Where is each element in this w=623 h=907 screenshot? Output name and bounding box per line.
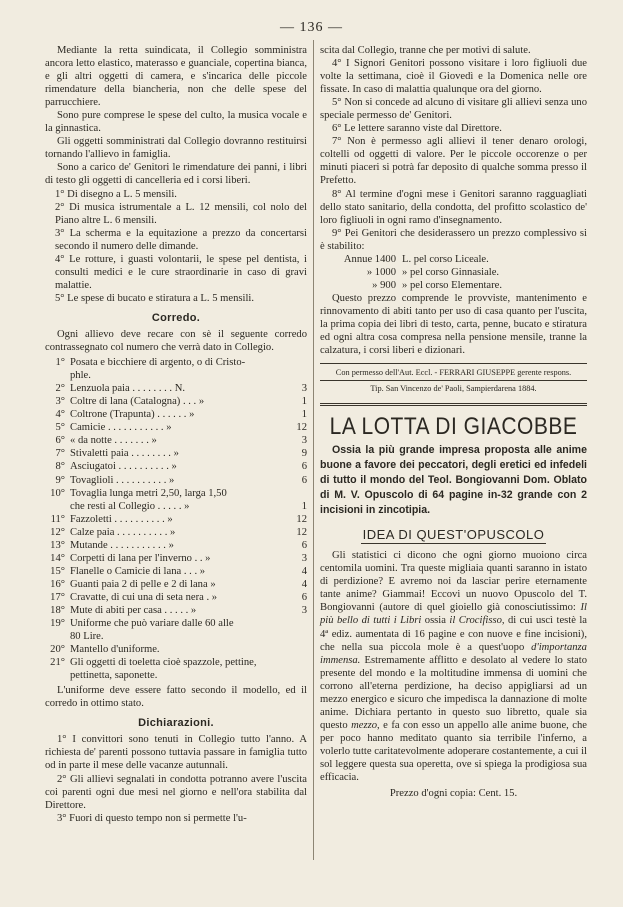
imprimatur: Con permesso dell'Aut. Eccl. - FERRARI GIUSEPPE gerente respons.	[335, 368, 572, 378]
corredo-number: 5°	[55, 422, 65, 434]
corredo-item	[45, 539, 307, 552]
corredo-number: 18°	[50, 604, 65, 616]
advert-title: LA LOTTA DI GIACOBBE	[329, 413, 578, 440]
dichiarazione-item: scita dal Collegio, tranne che per motivi di salute.	[320, 45, 531, 56]
corredo-item	[45, 434, 307, 447]
corredo-item	[45, 643, 307, 656]
corredo-text: Mantello d'uniforme.	[70, 644, 160, 656]
corredo-number: 3°	[55, 396, 65, 408]
corredo-item	[45, 356, 307, 369]
column-divider	[313, 40, 314, 860]
corredo-item	[45, 604, 307, 617]
corredo-qty: 1	[301, 409, 307, 421]
corredo-intro: Ogni allievo deve recare con sè il seguente corredo contrassegnato col numero che verrà dato in Collegio.	[45, 328, 307, 354]
corredo-text: che resti al Collegio . . . . . »	[70, 500, 190, 512]
page-number: — 136 —	[280, 20, 343, 35]
corredo-number: 8°	[55, 461, 65, 473]
corsi-item: 5° Le spese di bucato e stiratura a L. 5 mensili.	[55, 292, 254, 304]
dichiarazione-item: 4° I Signori Genitori possono visitare i loro figliuoli due volte la settimana, cioè il Giovedì e la Domenica nelle ore fissate. In caso di malattia qualunque ora del giorno.	[320, 58, 587, 96]
corredo-text: Fazzoletti . . . . . . . . . . »	[70, 513, 173, 525]
dichiarazioni-heading: Dichiarazioni.	[138, 717, 214, 730]
corredo-qty: 12	[296, 513, 307, 525]
corredo-text: Mutande . . . . . . . . . . . »	[70, 539, 174, 551]
corredo-qty: 4	[301, 565, 307, 577]
corredo-number: 19°	[50, 618, 65, 630]
corredo-item	[45, 487, 307, 500]
price-row: » 900 » pel corso Elementare.	[372, 279, 503, 291]
corredo-item	[45, 526, 307, 539]
corredo-text: Asciugatoi . . . . . . . . . . »	[70, 461, 177, 473]
corredo-item	[45, 565, 307, 578]
corsi-item: 3° La scherma e la equitazione a prezzo da concertarsi secondo il numero delle dimande.	[55, 227, 307, 252]
corredo-qty	[277, 369, 307, 382]
corredo-heading: Corredo.	[151, 311, 201, 324]
corredo-qty: 6	[301, 539, 307, 551]
corredo-qty: 12	[296, 422, 307, 434]
price-table	[320, 253, 587, 292]
corredo-text: Mute di abiti per casa . . . . . »	[70, 604, 197, 616]
corredo-qty: 6	[301, 461, 307, 473]
corredo-qty	[277, 643, 307, 656]
corredo-qty	[277, 669, 307, 682]
right-column	[320, 44, 587, 800]
corredo-item	[45, 669, 307, 682]
corredo-text: Posata e bicchiere di argento, o di Cristo-	[70, 357, 246, 369]
corredo-qty: 1	[301, 500, 307, 512]
corredo-list	[45, 356, 307, 682]
corredo-number: 17°	[50, 591, 65, 603]
corredo-item	[45, 591, 307, 604]
corredo-text: Coltrone (Trapunta) . . . . . . »	[70, 409, 195, 421]
corredo-text: Camicie . . . . . . . . . . . »	[70, 422, 172, 434]
corredo-qty: 3	[301, 552, 307, 564]
corredo-item	[45, 408, 307, 421]
corredo-item	[45, 474, 307, 487]
corsi-item: 1° Di disegno a L. 5 mensili.	[55, 188, 177, 200]
corredo-number: 14°	[50, 552, 65, 564]
corsi-item: 2° Di musica istrumentale a L. 12 mensili, col nolo del Piano altre L. 6 mensili.	[55, 201, 307, 226]
dichiarazione-item: 5° Non si concede ad alcuno di visitare gli allievi senza uno speciale permesso de' Genitori.	[320, 97, 587, 122]
corredo-item	[45, 500, 307, 513]
dichiarazione-item: 8° Al termine d'ogni mese i Genitori saranno ragguagliati dello stato sanitario, della condotta, del profitto scolastico de' loro figliuoli in ogni ramo d'insegnamento.	[320, 188, 587, 226]
corredo-note: L'uniforme deve essere fatto secondo il modello, ed il corredo in ottimo stato.	[45, 685, 307, 710]
copy-price: Prezzo d'ogni copia: Cent. 15.	[389, 788, 518, 800]
corredo-qty: 3	[301, 383, 307, 395]
corsi-item: 4° Le rotture, i guasti volontarii, le spese pel dentista, i consulti medici e le cure straordinarie in caso di gravi malattie.	[55, 253, 307, 291]
corredo-number: 1°	[55, 357, 65, 369]
corredo-number: 10°	[50, 487, 65, 499]
intro-paragraph: Sono pure comprese le spese del culto, la musica vocale e la ginnastica.	[45, 110, 307, 135]
divider-rule	[320, 380, 587, 381]
corredo-qty	[277, 617, 307, 630]
corredo-text: Uniforme che può variare dalle 60 alle	[70, 618, 234, 630]
corredo-text: Corpetti di lana per l'inverno . . »	[70, 552, 211, 564]
left-column	[45, 44, 307, 825]
corredo-qty: 3	[301, 435, 307, 447]
intro-paragraph: Gli oggetti somministrati dal Collegio dovranno restituirsi tornando l'allievo in famiglia.	[45, 136, 307, 161]
corredo-text: Stivaletti paia . . . . . . . . »	[70, 448, 179, 460]
dichiarazione-item: 9° Pei Genitori che desiderassero un prezzo complessivo si è stabilito:	[320, 227, 587, 252]
corredo-number: 12°	[50, 526, 65, 538]
corredo-text: Gli oggetti di toeletta cioè spazzole, pettine,	[70, 657, 257, 669]
dichiarazione-item: 6° Le lettere saranno viste dal Direttore.	[332, 123, 502, 135]
corredo-number: 21°	[50, 657, 65, 669]
corredo-text: Calze paia . . . . . . . . . . »	[70, 526, 176, 538]
corredo-text: pettinetta, saponette.	[70, 670, 158, 682]
corredo-number: 7°	[55, 448, 65, 460]
corredo-number: 13°	[50, 539, 65, 551]
price-note: Questo prezzo comprende le provviste, mantenimento e rinnovamento di abiti tanto per uso di casa quanto per l'uscita, la prima copia dei libri di testo, carta, penne, bucato e stiratura ed ogni altra cosa compresa nella pensione mensile, tranne la calzatura, i corsi liberi e dizionari.	[320, 292, 587, 357]
corredo-qty: 12	[296, 526, 307, 538]
corredo-text: Coltre di lana (Catalogna) . . . »	[70, 396, 205, 408]
intro-paragraph: Sono a carico de' Genitori le rimendature dei panni, i libri di testo gli oggetti di cancelleria ed i corsi liberi.	[45, 162, 307, 187]
corredo-text: 80 Lire.	[70, 631, 104, 643]
price-row: » 1000 » pel corso Ginnasiale.	[366, 266, 500, 278]
corredo-item	[45, 552, 307, 565]
corredo-qty: 3	[301, 604, 307, 616]
corredo-item	[45, 421, 307, 434]
corredo-item	[45, 447, 307, 460]
corredo-qty: 4	[301, 578, 307, 590]
corredo-item	[45, 513, 307, 526]
corredo-number: 15°	[50, 565, 65, 577]
corredo-qty	[277, 356, 307, 369]
corredo-text: Tovaglia lunga metri 2,50, larga 1,50	[70, 487, 227, 499]
idea-heading: IDEA DI QUEST'OPUSCOLO	[362, 527, 545, 543]
corredo-item	[45, 382, 307, 395]
corredo-item	[45, 630, 307, 643]
idea-paragraph: Gli statistici ci dicono che ogni giorno muoiono circa centomila uomini. Tra queste migliaia quanti saranno in istato di perdizione? E avremo noi da lasciar perire eternamente tante anime? Giammai! Eccovi un nuovo Opuscolo del T. Bongiovanni (autore di quel gioiello già conosciutissimo: Il più bello di tutti i Libri ossia il Crocifisso, di cui uscì testè la 4ª ediz. aumentata di 16 pagine e con nuove e fine incisioni), che nella sua piccola mole è a quest'uopo d'importanza immensa. Estremamente afflitto e desolato al vedere lo stato presente del mondo e la moltitudine immensa di uomini che corrono all'eterna perdizione, ha deciso appigliarsi ad un mezzo energico e sicuro che impedisca la dannazione di molte anime. Dichiara pertanto in questo suo libretto, quale sia questo mezzo, e fa con esso un appello alle anime buone, che per poco hanno meditato quanto sia terribile l'inferno, a volerlo tutte caritatevolmente adoperare costantemente, a cui il sol leggere questa sua operetta, ove si spiega la prodigiosa sua efficacia.	[320, 550, 587, 784]
corredo-text: « da notte . . . . . . . »	[70, 435, 157, 447]
corredo-text: Tovaglioli . . . . . . . . . . »	[70, 474, 175, 486]
corredo-item	[45, 617, 307, 630]
intro-paragraph: Mediante la retta suindicata, il Collegio somministra ancora letto elastico, materasso e guanciale, copertina bianca, e gli altri oggetti di camera, e s'incarica delle piccole rimendature della biancheria, non che delle spese del parrucchiere.	[45, 45, 307, 109]
corredo-item	[45, 395, 307, 408]
corredo-qty	[277, 656, 307, 669]
corredo-item	[45, 656, 307, 669]
corredo-qty	[277, 487, 307, 500]
corsi-list	[45, 188, 307, 305]
corredo-item	[45, 369, 307, 382]
corredo-item	[45, 578, 307, 591]
corredo-text: Lenzuola paia . . . . . . . . N.	[70, 383, 186, 395]
corredo-number: 6°	[55, 435, 65, 447]
corredo-qty	[277, 630, 307, 643]
corredo-text: Cravatte, di cui una di seta nera . »	[70, 591, 218, 603]
corredo-number: 2°	[55, 383, 65, 395]
dichiarazione-item: 7° Non è permesso agli allievi il tener denaro orologi, coltelli od oggetti di valore. Per le piccole occorenze o per minuti piaceri si potrà far deposito di qualche somma presso il Prefetto.	[320, 136, 587, 187]
corredo-number: 20°	[50, 644, 65, 656]
corredo-qty: 9	[301, 448, 307, 460]
dichiarazione-item: 3° Fuori di questo tempo non si permette l'u-	[57, 812, 247, 824]
printer-line: Tip. San Vincenzo de' Paoli, Sampierdarena 1884.	[370, 384, 537, 394]
price-row: Annue 1400 L. pel corso Liceale.	[343, 253, 489, 265]
advert-subtitle: Ossia la più grande impresa proposta alle anime buone a favore dei peccatori, degli eretici ed infedeli di tutto il mondo del Teol. Bongiovanni Dom. Oblato di M. V. Opuscolo di 64 pagine in-32 grande con 2 incisioni in zincotipia.	[320, 444, 587, 517]
dichiarazione-item: 2° Gli allievi segnalati in condotta potranno avere l'uscita coi parenti ogni due mesi nel giorno e nell'ora stabilita dal Direttore.	[45, 773, 307, 811]
corredo-number: 4°	[55, 409, 65, 421]
corredo-text: Guanti paia 2 di pelle e 2 di lana »	[70, 578, 216, 590]
corredo-number: 11°	[50, 513, 65, 525]
corredo-qty: 6	[301, 474, 307, 486]
double-rule	[320, 403, 587, 406]
corredo-item	[45, 460, 307, 473]
dichiarazione-item: 1° I convittori sono tenuti in Collegio tutto l'anno. A richiesta de' parenti possono tuttavia passare in famiglia tutto od in parte il mese delle vacanze autunnali.	[45, 734, 307, 772]
corredo-qty: 6	[301, 591, 307, 603]
corredo-text: Flanelle o Camicie di lana . . . »	[70, 565, 206, 577]
corredo-text: phle.	[70, 370, 91, 382]
divider-rule	[320, 363, 587, 364]
corredo-qty: 1	[301, 396, 307, 408]
corredo-number: 9°	[55, 474, 65, 486]
corredo-number: 16°	[50, 578, 65, 590]
